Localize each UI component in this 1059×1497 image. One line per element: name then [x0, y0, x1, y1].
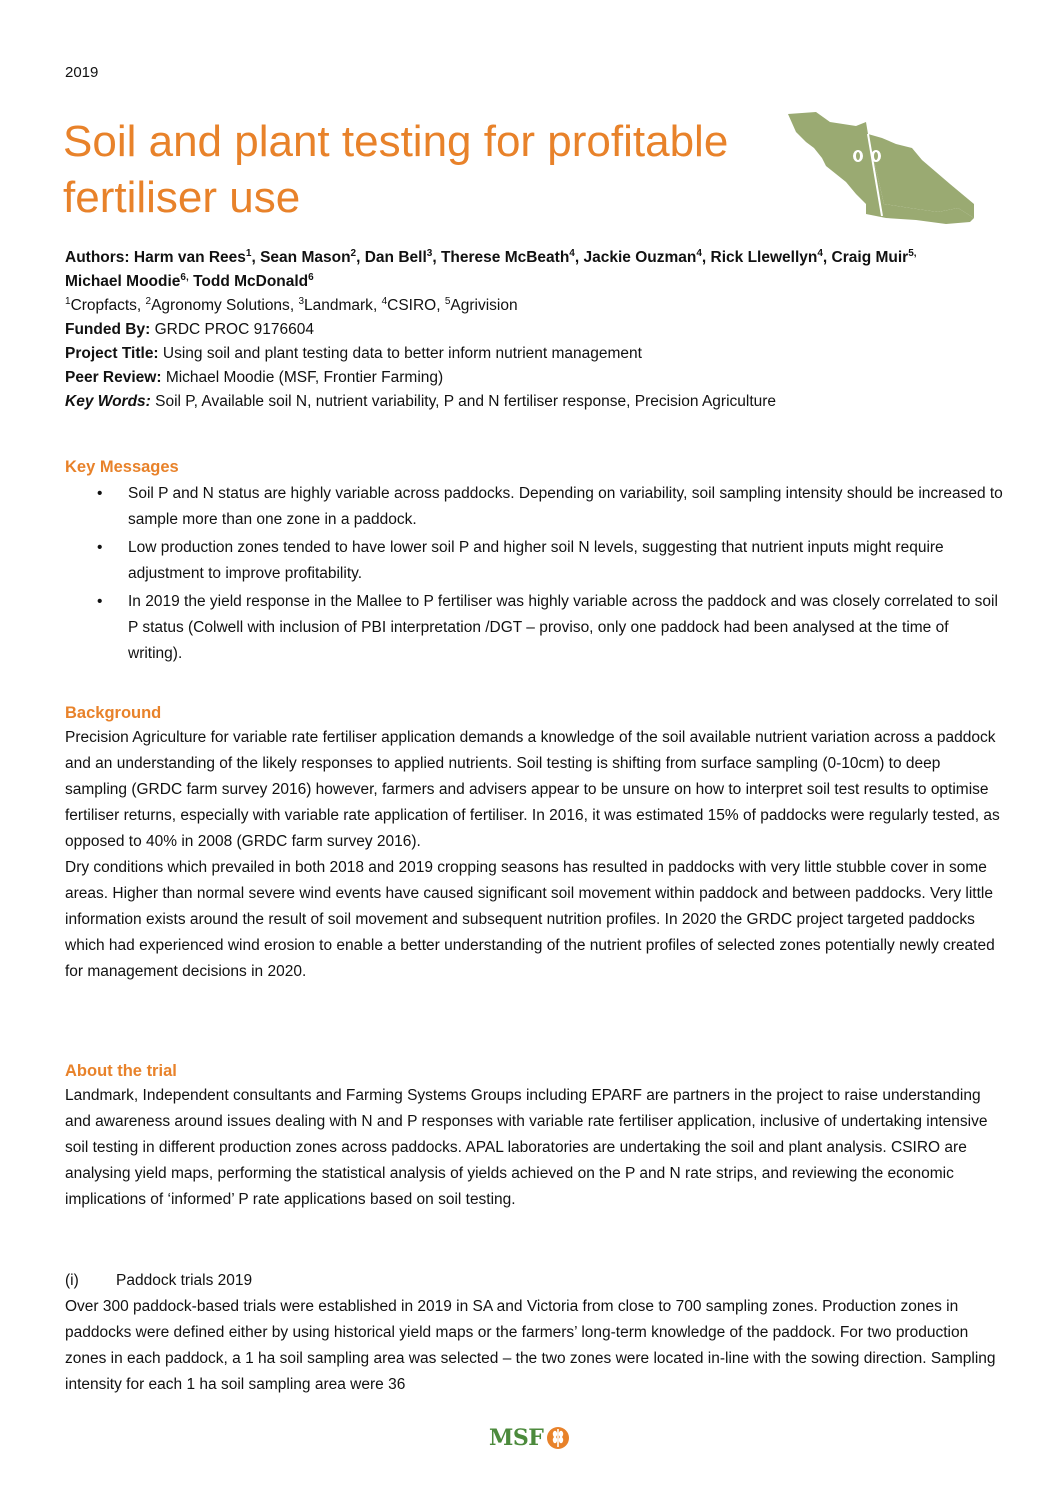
report-year: 2019: [65, 64, 99, 81]
region-map-icon: [786, 108, 976, 226]
about-trial-section: [65, 1059, 1005, 1213]
funded-by: Funded By: GRDC PROC 9176604: [65, 321, 314, 338]
author: Todd McDonald: [193, 273, 309, 290]
list-item: • In 2019 the yield response in the Mallee to P fertiliser was highly variable across the paddock and was closely correlated to soil P status (Colwell with inclusion of PBI interpretation /DGT – proviso, only one paddock had been analysed at the time of writing).: [128, 589, 1005, 667]
page-title: Soil and plant testing for profitable fertiliser use: [63, 117, 729, 222]
key-messages-section: [65, 455, 1005, 669]
paddock-trials-section: [65, 1268, 1005, 1398]
key-messages-heading: Key Messages: [65, 458, 179, 476]
author: Michael Moodie: [65, 273, 181, 290]
list-item: • Soil P and N status are highly variable across paddocks. Depending on variability, soil sampling intensity should be increased to sample more than one zone in a paddock.: [128, 481, 1005, 533]
authors-line-2: Michael Moodie$^{6,}$ Todd McDonald$^6$: [65, 271, 314, 290]
author: Harm van Rees: [133, 249, 246, 266]
author: Dan Bell: [364, 249, 427, 266]
project-title: Project Title: Using soil and plant testing data to better inform nutrient management: [65, 345, 642, 362]
affiliations: $^1$Cropfacts, $^2$Agronomy Solutions, $^3$Landmark, $^4$CSIRO, $^5$Agrivision: [65, 295, 518, 314]
authors-line-1: Authors: Harm van Rees$^1$, Sean Mason$^2$, Dan Bell$^3$, Therese McBeath$^4$, Jackie Ouzman$^4$, Rick Llewellyn$^4$, Craig Muir$^{5,}$: [65, 247, 917, 266]
logo-text: MSF: [489, 1425, 544, 1451]
author: Therese McBeath: [440, 249, 570, 266]
author: Rick Llewellyn: [710, 249, 818, 266]
author: Craig Muir: [831, 249, 909, 266]
author: Jackie Ouzman: [583, 249, 697, 266]
list-item: • Low production zones tended to have lower soil P and higher soil N levels, suggesting that nutrient inputs might require adjustment to improve profitability.: [128, 535, 1005, 587]
wheat-logo-icon: [546, 1426, 570, 1450]
peer-review: Peer Review: Michael Moodie (MSF, Frontier Farming): [65, 369, 444, 386]
key-words: Key Words: Soil P, Available soil N, nutrient variability, P and N fertiliser response, Precision Agriculture: [65, 393, 777, 410]
background-heading: Background: [65, 704, 162, 722]
author: Sean Mason: [260, 249, 351, 266]
document-meta: [65, 246, 1005, 414]
msf-logo: [489, 1424, 570, 1452]
paddock-trials-heading: (i) Paddock trials 2019: [65, 1272, 253, 1289]
about-trial-heading: About the trial: [65, 1062, 177, 1080]
about-trial-paragraph: Landmark, Independent consultants and Farming Systems Groups including EPARF are partners in the project to raise understanding and awareness around issues dealing with N and P responses with variable rate fertiliser application, inclusive of undertaking intensive soil testing in different production zones across paddocks. APAL laboratories are undertaking the soil and plant analysis. CSIRO are analysing yield maps, performing the statistical analysis of yields achieved on the P and N rate strips, and reviewing the economic implications of ‘informed’ P rate applications based on soil testing.: [65, 1087, 988, 1208]
key-messages-list: [65, 481, 1005, 667]
authors-label: Authors:: [65, 249, 130, 266]
background-paragraph-1: Precision Agriculture for variable rate fertiliser application demands a knowledge of the soil available nutrient variation across a paddock and an understanding of the likely responses to applied nutrients. Soil testing is shifting from surface sampling (0-10cm) to deep sampling (GRDC farm survey 2016) however, farmers and advisers appear to be unsure on how to interpret soil test results to optimise fertiliser returns, especially with variable rate application of fertiliser. In 2016, it was estimated 15% of paddocks were regularly tested, as opposed to 40% in 2008 (GRDC farm survey 2016).: [65, 729, 1000, 850]
paddock-trials-paragraph: Over 300 paddock-based trials were established in 2019 in SA and Victoria from close to 700 sampling zones. Production zones in paddocks were defined either by using historical yield maps or the farmers’ long-term knowledge of the paddock. For two production zones in each paddock, a 1 ha soil sampling area was selected – the two zones were located in-line with the sowing direction. Sampling intensity for each 1 ha soil sampling area were 36: [65, 1298, 996, 1393]
background-section: [65, 701, 1005, 985]
background-paragraph-2: Dry conditions which prevailed in both 2018 and 2019 cropping seasons has resulted in paddocks with very little stubble cover in some areas. Higher than normal severe wind events have caused significant soil movement within paddock and between paddocks. Very little information exists around the result of soil movement and subsequent nutrition profiles. In 2020 the GRDC project targeted paddocks which had experienced wind erosion to enable a better understanding of the nutrient profiles of selected zones potentially newly created for management decisions in 2020.: [65, 859, 995, 980]
